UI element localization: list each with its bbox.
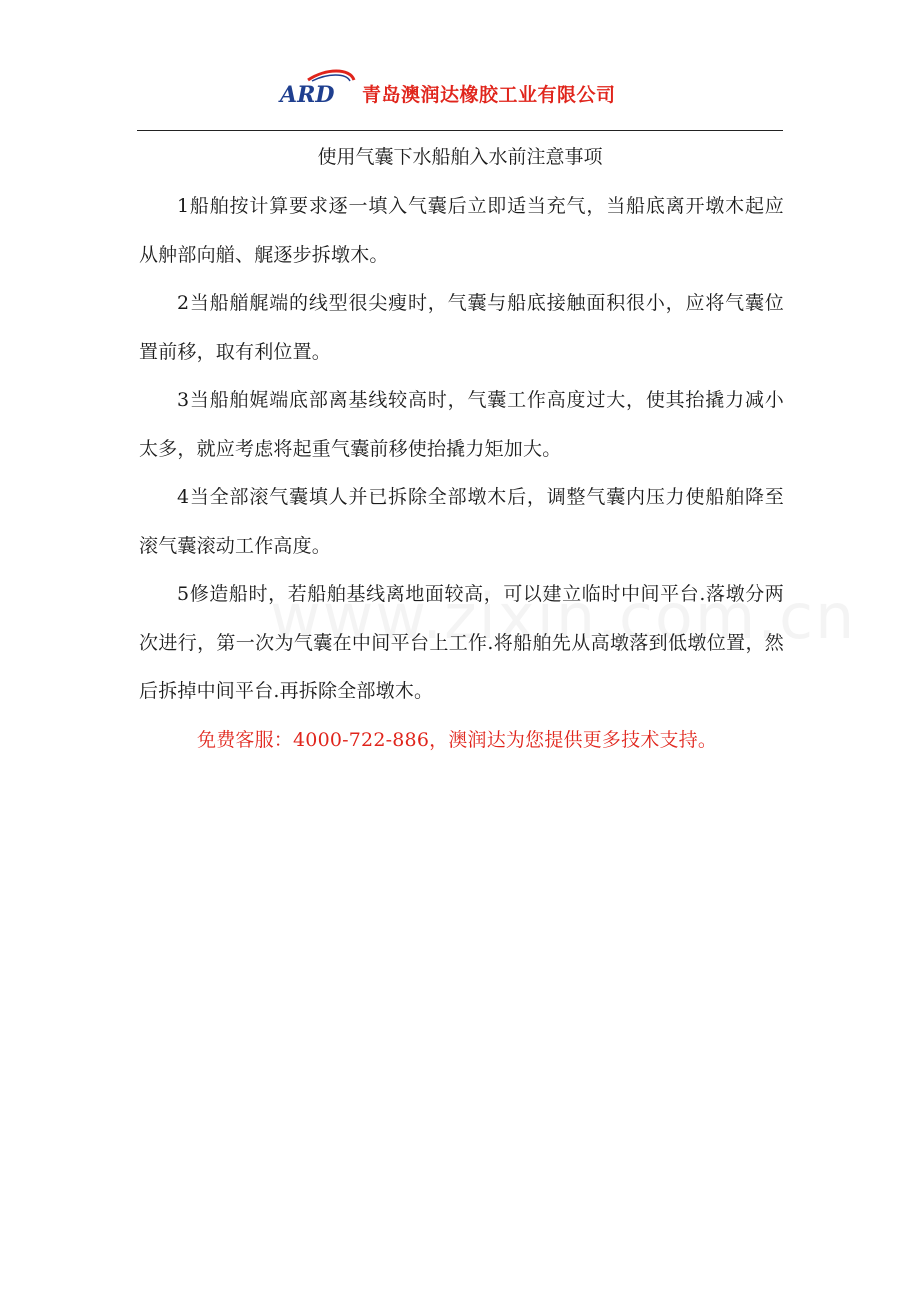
document-body: [139, 182, 784, 764]
company-name: 青岛澳润达橡胶工业有限公司: [362, 83, 616, 106]
paragraph-4: 4当全部滚气囊填人并已拆除全部墩木后，调整气囊内压力使船舶降至滚气囊滚动工作高度。: [139, 486, 784, 557]
ard-logo: [278, 66, 358, 110]
header-divider: [137, 130, 783, 131]
ard-logo-graphic: [278, 66, 358, 110]
support-hotline-note: 免费客服：4000-722-886，澳润达为您提供更多技术支持。: [197, 728, 718, 751]
paragraph-3: 3当船舶娓端底部离基线较高时，气囊工作高度过大，使其抬撬力减小太多，就应考虑将起重气囊前移使抬撬力矩加大。: [139, 389, 784, 460]
paragraph-5: 5修造船时，若船舶基线离地面较高，可以建立临时中间平台.落墩分两次进行，第一次为气囊在中间平台上工作.将船舶先从高墩落到低墩位置，然后拆掉中间平台.再拆除全部墩木。: [139, 583, 784, 702]
logo-text: ARD: [280, 82, 335, 108]
paragraph-2: 2当船艏艉端的线型很尖瘦时，气囊与船底接触面积很小，应将气囊位置前移，取有利位置。: [139, 292, 784, 363]
document-title: 使用气囊下水船舶入水前注意事项: [317, 146, 603, 168]
paragraph-1: 1船舶按计算要求逐一填入气囊后立即适当充气，当船底离开墩木起应从舯部向艏、艉逐步拆墩木。: [139, 195, 784, 266]
page-header: [278, 64, 616, 112]
